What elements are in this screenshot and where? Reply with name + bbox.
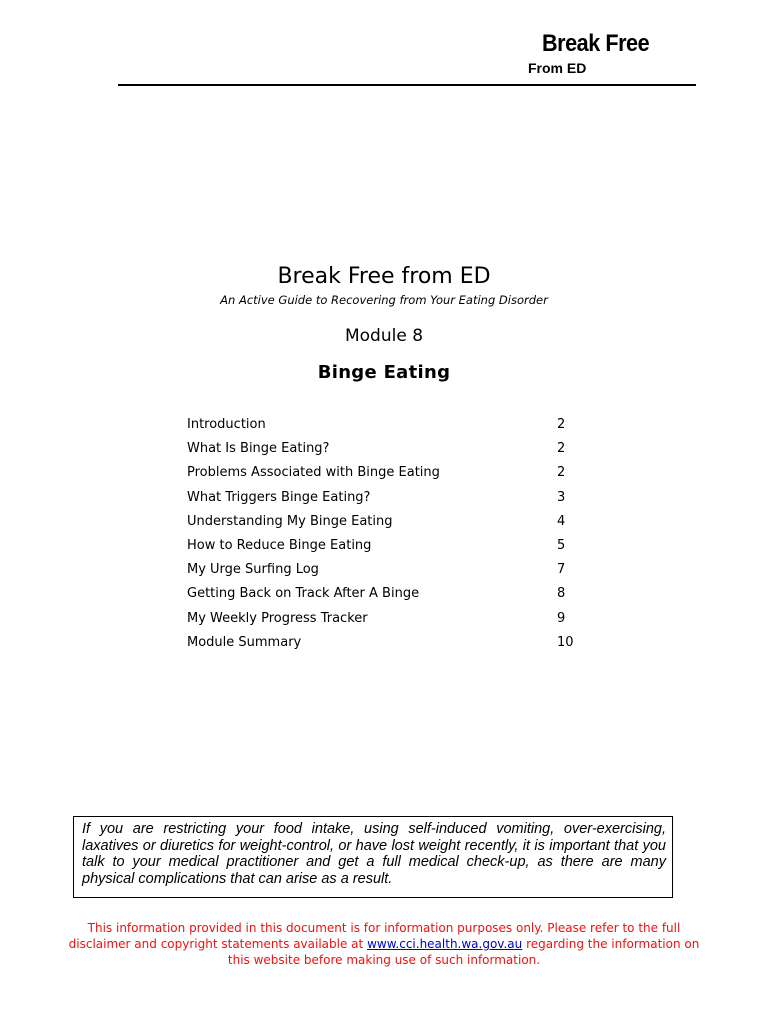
toc-entry [187,559,577,583]
toc-entry-page: 2 [557,465,566,481]
brand-title: Break Free [542,30,650,57]
toc-entry-page: 10 [557,634,574,650]
medical-warning-text: If you are restricting your food intake, using self-induced vomiting, over-exercising, laxatives or diuretics for weight-control, or have lost weight recently, it is important that you talk to your medical practitioner and get a full medical check-up, as there are many physical complications that can arise as a result. [82,821,666,887]
disclaimer [60,920,708,968]
toc-entry-title: Module Summary [187,634,302,650]
toc-entry [187,632,577,656]
table-of-contents [187,414,577,656]
document-title: Break Free from ED [277,264,491,289]
medical-warning-box [73,816,673,898]
toc-entry-title: Problems Associated with Binge Eating [187,465,440,481]
toc-entry-page: 9 [557,610,566,626]
toc-entry-page: 8 [557,586,566,602]
toc-entry-page: 2 [557,417,566,432]
module-topic: Binge Eating [317,362,451,383]
toc-entry-page: 5 [557,537,566,553]
toc-entry-title: Understanding My Binge Eating [187,513,393,529]
brand-subtitle: From ED [528,60,587,76]
toc-entry [187,438,577,462]
toc-entry-title: My Urge Surfing Log [187,562,319,578]
toc-entry-title: My Weekly Progress Tracker [187,610,368,626]
toc-entry [187,583,577,607]
module-label: Module 8 [344,326,424,346]
disclaimer-text-after: regarding the information on this website before making use of such information. [227,937,700,967]
toc-entry [187,511,577,535]
document-subtitle: An Active Guide to Recovering from Your Eating Disorder [220,293,548,307]
toc-entry-title: How to Reduce Binge Eating [187,537,372,553]
toc-entry [187,414,577,438]
disclaimer-text-before: This information provided in this document is for information purposes only. Please refer to the full disclaimer and copyright statements available at [68,921,681,951]
toc-entry-page: 3 [557,489,566,505]
toc-entry-title: What Triggers Binge Eating? [187,489,371,505]
toc-entry-page: 4 [557,513,566,529]
toc-entry [187,487,577,511]
title-block [0,262,768,386]
toc-entry-title: What Is Binge Eating? [187,441,330,457]
toc-entry [187,608,577,632]
toc-entry-page: 7 [557,562,566,578]
header-divider [118,84,696,86]
toc-entry-page: 2 [557,441,566,457]
toc-entry [187,535,577,559]
cci-website-link[interactable]: www.cci.health.wa.gov.au [367,937,523,951]
toc-entry [187,462,577,486]
toc-entry-title: Getting Back on Track After A Binge [187,586,420,602]
toc-entry-title: Introduction [187,417,266,432]
